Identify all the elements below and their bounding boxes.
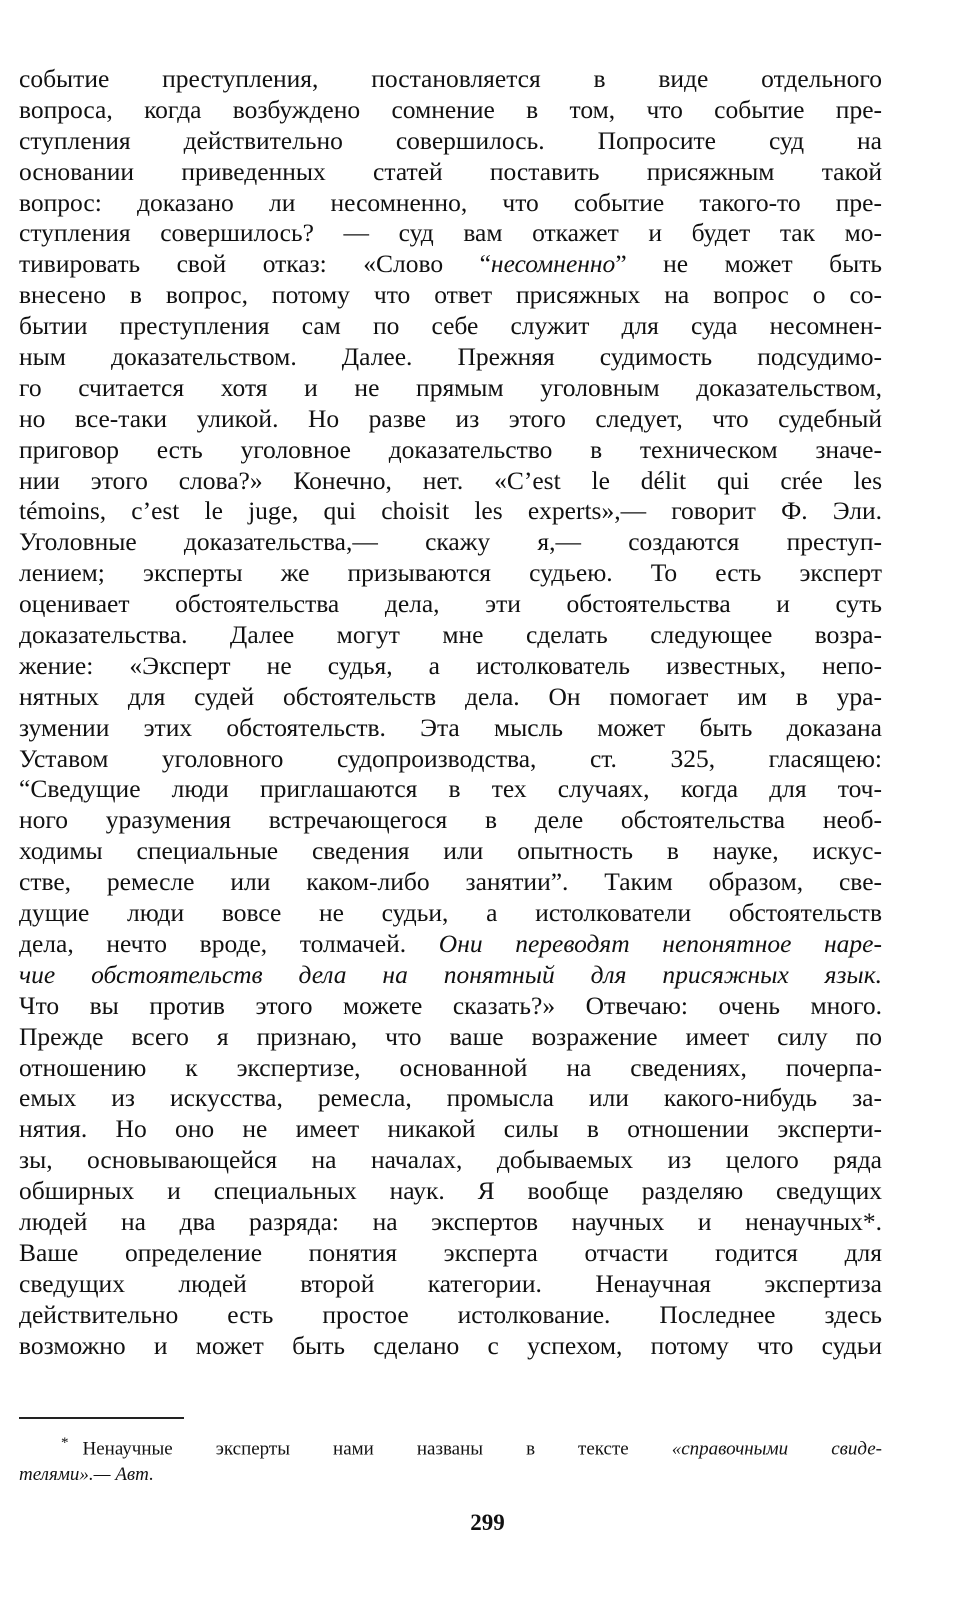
footnote xyxy=(19,1430,882,1488)
text-line xyxy=(19,589,882,620)
text-segment-italic: Они переводят непонятное наре- xyxy=(438,928,882,958)
text-segment: обширных и специальных наук. Я вообще разделяю сведущих xyxy=(19,1176,882,1206)
text-segment: Прежде всего я признаю, что ваше возражение имеет силу по xyxy=(19,1021,882,1051)
text-segment-italic: чие обстоятельств дела на понятный для присяжных язык. xyxy=(19,959,882,989)
footnote-marker: * xyxy=(61,1435,69,1451)
text-segment-italic: несомненно xyxy=(490,249,616,279)
text-segment: оценивает обстоятельства дела, эти обстоятельства и суть xyxy=(19,589,882,619)
text-line xyxy=(19,620,882,651)
page-number: 299 xyxy=(470,1510,505,1535)
text-line xyxy=(19,836,882,867)
text-line xyxy=(19,744,882,775)
text-line xyxy=(19,466,882,497)
text-line xyxy=(19,960,882,991)
text-segment: ного уразумения встречающегося в деле обстоятельства необ- xyxy=(19,805,882,835)
text-line xyxy=(19,95,882,126)
text-segment: ным доказательством. Далее. Прежняя судимость подсудимо- xyxy=(19,342,882,372)
text-segment: ” не может быть xyxy=(615,249,882,279)
text-segment: сведущих людей второй категории. Ненаучная экспертиза xyxy=(19,1268,882,1298)
text-segment: нятия. Но оно не имеет никакой силы в отношении эксперти- xyxy=(19,1114,882,1144)
text-segment: ступления совершилось? — суд вам откажет и будет так мо- xyxy=(19,218,882,248)
text-segment: приговор есть уголовное доказательство в техническом значе- xyxy=(19,434,882,464)
text-line xyxy=(19,1053,882,1084)
text-segment: тивировать свой отказ: «Слово “ xyxy=(19,249,491,279)
text-segment: отношению к экспертизе, основанной на сведениях, почерпа- xyxy=(19,1052,882,1082)
text-line xyxy=(19,1145,882,1176)
text-segment: лением; эксперты же призываются судьею. То есть эксперт xyxy=(19,558,882,588)
text-segment: бытии преступления сам по себе служит для суда несомнен- xyxy=(19,311,882,341)
text-line xyxy=(19,713,882,744)
text-segment: Что вы против этого можете сказать?» Отвечаю: очень много. xyxy=(19,990,882,1020)
text-segment: зы, основывающейся на началах, добываемых из целого ряда xyxy=(19,1145,882,1175)
text-segment: “Сведущие люди приглашаются в тех случаях, когда для точ- xyxy=(19,774,882,804)
text-line xyxy=(19,126,882,157)
text-line xyxy=(19,280,882,311)
text-line xyxy=(19,1207,882,1238)
text-line xyxy=(19,1114,882,1145)
text-segment: доказательства. Далее могут мне сделать следующее возра- xyxy=(19,620,882,650)
text-line xyxy=(19,929,882,960)
footnote-line xyxy=(19,1462,882,1488)
text-line xyxy=(19,249,882,280)
text-line xyxy=(19,1300,882,1331)
footnote-divider xyxy=(19,1417,184,1419)
text-line xyxy=(19,558,882,589)
text-line xyxy=(19,64,882,95)
footnote-text: Ненаучные эксперты нами названы в тексте xyxy=(82,1438,672,1460)
text-line xyxy=(19,774,882,805)
text-line xyxy=(19,1269,882,1300)
text-line xyxy=(19,682,882,713)
text-segment: Ваше определение понятия эксперта отчасти годится для xyxy=(19,1237,882,1267)
text-line xyxy=(19,157,882,188)
text-segment: ходимы специальные сведения или опытность в науке, искус- xyxy=(19,836,882,866)
text-line xyxy=(19,1083,882,1114)
text-segment: нии этого слова?» Конечно, нет. «C’est le délit qui crée les xyxy=(19,465,882,495)
text-line xyxy=(19,898,882,929)
text-line xyxy=(19,373,882,404)
text-line xyxy=(19,527,882,558)
text-line xyxy=(19,496,882,527)
text-segment: событие преступления, постановляется в виде отдельного xyxy=(19,64,882,93)
text-segment: зумении этих обстоятельств. Эта мысль может быть доказана xyxy=(19,712,882,742)
text-segment: но все-таки уликой. Но разве из этого следует, что судебный xyxy=(19,403,882,433)
text-segment: нятных для судей обстоятельств дела. Он помогает им в ура- xyxy=(19,681,882,711)
text-segment: дущие люди вовсе не судьи, а истолкователи обстоятельств xyxy=(19,898,882,928)
text-segment: вопрос: доказано ли несомненно, что событие такого-то пре- xyxy=(19,187,882,217)
text-line xyxy=(19,404,882,435)
text-segment: людей на два разряда: на экспертов научных и ненаучных*. xyxy=(19,1206,882,1236)
text-line xyxy=(19,1331,882,1362)
text-segment: дела, нечто вроде, толмачей. xyxy=(19,928,439,958)
text-line xyxy=(19,1238,882,1269)
text-line xyxy=(19,311,882,342)
text-segment: вопроса, когда возбуждено сомнение в том, что событие пре- xyxy=(19,94,882,124)
text-line xyxy=(19,651,882,682)
text-segment: действительно есть простое истолкование. Последнее здесь xyxy=(19,1299,882,1329)
text-line xyxy=(19,1022,882,1053)
text-line xyxy=(19,1176,882,1207)
text-segment: стве, ремесле или каком-либо занятии”. Таким образом, све- xyxy=(19,867,882,897)
text-segment: Уставом уголовного судопроизводства, ст. 325, гласящею: xyxy=(19,743,882,773)
text-line xyxy=(19,991,882,1022)
text-line xyxy=(19,342,882,373)
text-segment: Уголовные доказательства,— скажу я,— создаются преступ- xyxy=(19,527,882,557)
text-segment: возможно и может быть сделано с успехом, потому что судьи xyxy=(19,1330,882,1360)
text-segment: жение: «Эксперт не судья, а истолкователь известных, непо- xyxy=(19,650,882,680)
text-segment: ступления действительно совершилось. Попросите суд на xyxy=(19,125,882,155)
body-text xyxy=(19,64,882,1361)
footnote-line xyxy=(19,1430,882,1462)
text-segment: внесено в вопрос, потому что ответ присяжных на вопрос о со- xyxy=(19,280,882,310)
text-line xyxy=(19,188,882,219)
text-line xyxy=(19,218,882,249)
footnote-text-italic: телями».— Авт. xyxy=(19,1464,154,1486)
text-segment: основании приведенных статей поставить присяжным такой xyxy=(19,156,882,186)
text-segment: го считается хотя и не прямым уголовным доказательством, xyxy=(19,372,882,402)
text-segment: témoins, c’est le juge, qui choisit les experts»,— говорит Ф. Эли. xyxy=(19,496,882,526)
text-segment: емых из искусства, ремесла, промысла или какого-нибудь за- xyxy=(19,1083,882,1113)
text-line xyxy=(19,867,882,898)
text-line xyxy=(19,435,882,466)
footnote-text-italic: «справочными свиде- xyxy=(671,1438,882,1460)
text-line xyxy=(19,805,882,836)
